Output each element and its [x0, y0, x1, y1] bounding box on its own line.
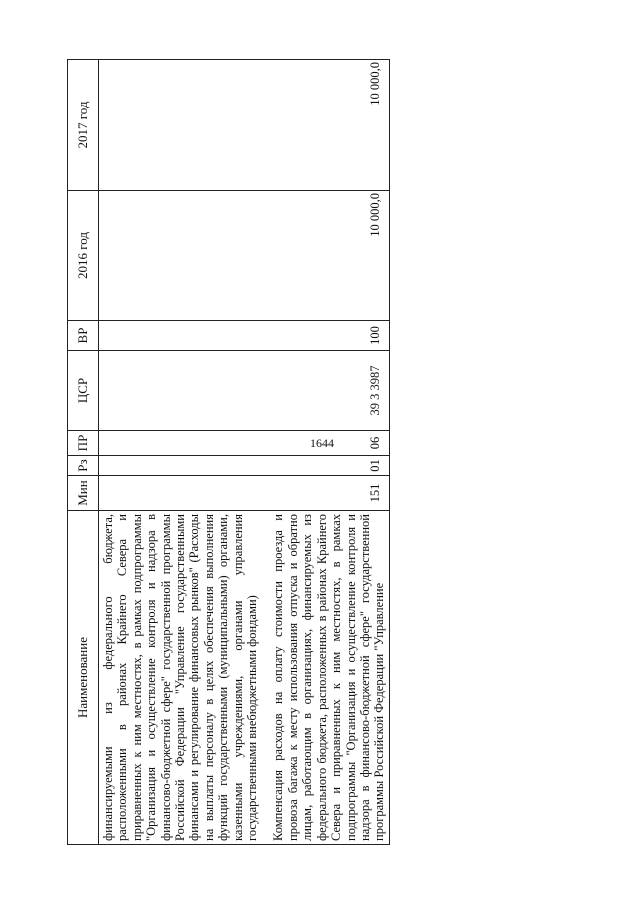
header-pr: ПР — [68, 431, 99, 456]
row-name-cell: финансируемыми из федерального бюджета, расположенными в районах Крайнего Севера и приравненных к ним местностях, в рамках подпрограммы "Организация и осуществление контроля и надзора в финансово-бюджетной сфере" государственной программы Российской Федерации "Управление государственными финансами и регулирование финансовых рынков" (Расходы на выплаты персоналу в целях обеспечения выполнения функций государственными (муниципальными) органами, казенными учреждениями, органами управления государственными внебюджетными фондами) — [99, 511, 262, 845]
row-vr-cell — [99, 321, 262, 351]
table-row — [269, 60, 389, 845]
row-csr-cell: 39 3 3987 — [269, 351, 389, 431]
row-2017-cell — [99, 60, 262, 191]
row-2017-cell: 10 000,0 — [269, 60, 389, 191]
row-2016-cell — [99, 191, 262, 321]
budget-table — [67, 59, 390, 845]
page-number: 1644 — [310, 436, 334, 450]
row-pr-cell — [99, 431, 262, 456]
row-2016-cell: 10 000,0 — [269, 191, 389, 321]
rotated-table-container — [67, 60, 599, 845]
row-csr-cell — [99, 351, 262, 431]
row-spacer — [261, 60, 269, 845]
table-row — [99, 60, 262, 845]
header-rz: Рз — [68, 456, 99, 476]
header-2017: 2017 год — [68, 60, 99, 191]
header-name: Наименование — [68, 511, 99, 845]
table-header-row — [68, 60, 99, 845]
header-min: Мин — [68, 476, 99, 511]
header-2016: 2016 год — [68, 191, 99, 321]
row-name-cell: Компенсация расходов на оплату стоимости проезда и провоза багажа к месту использования отпуска и обратно лицам, работающим в организациях, финансируемых из федерального бюджета, расположенных в районах Крайнего Севера и приравненных к ним местностях, в рамках подпрограммы "Организация и осуществление контроля и надзора в финансово-бюджетной сфере" государственной программы Российской Федерации "Управление — [269, 511, 389, 845]
row-min-cell — [99, 476, 262, 511]
row-rz-cell — [99, 456, 262, 476]
row-min-cell: 151 — [269, 476, 389, 511]
row-rz-cell: 01 — [269, 456, 389, 476]
row-pr-cell: 06 — [269, 431, 389, 456]
row-vr-cell: 100 — [269, 321, 389, 351]
header-vr: ВР — [68, 321, 99, 351]
header-csr: ЦСР — [68, 351, 99, 431]
